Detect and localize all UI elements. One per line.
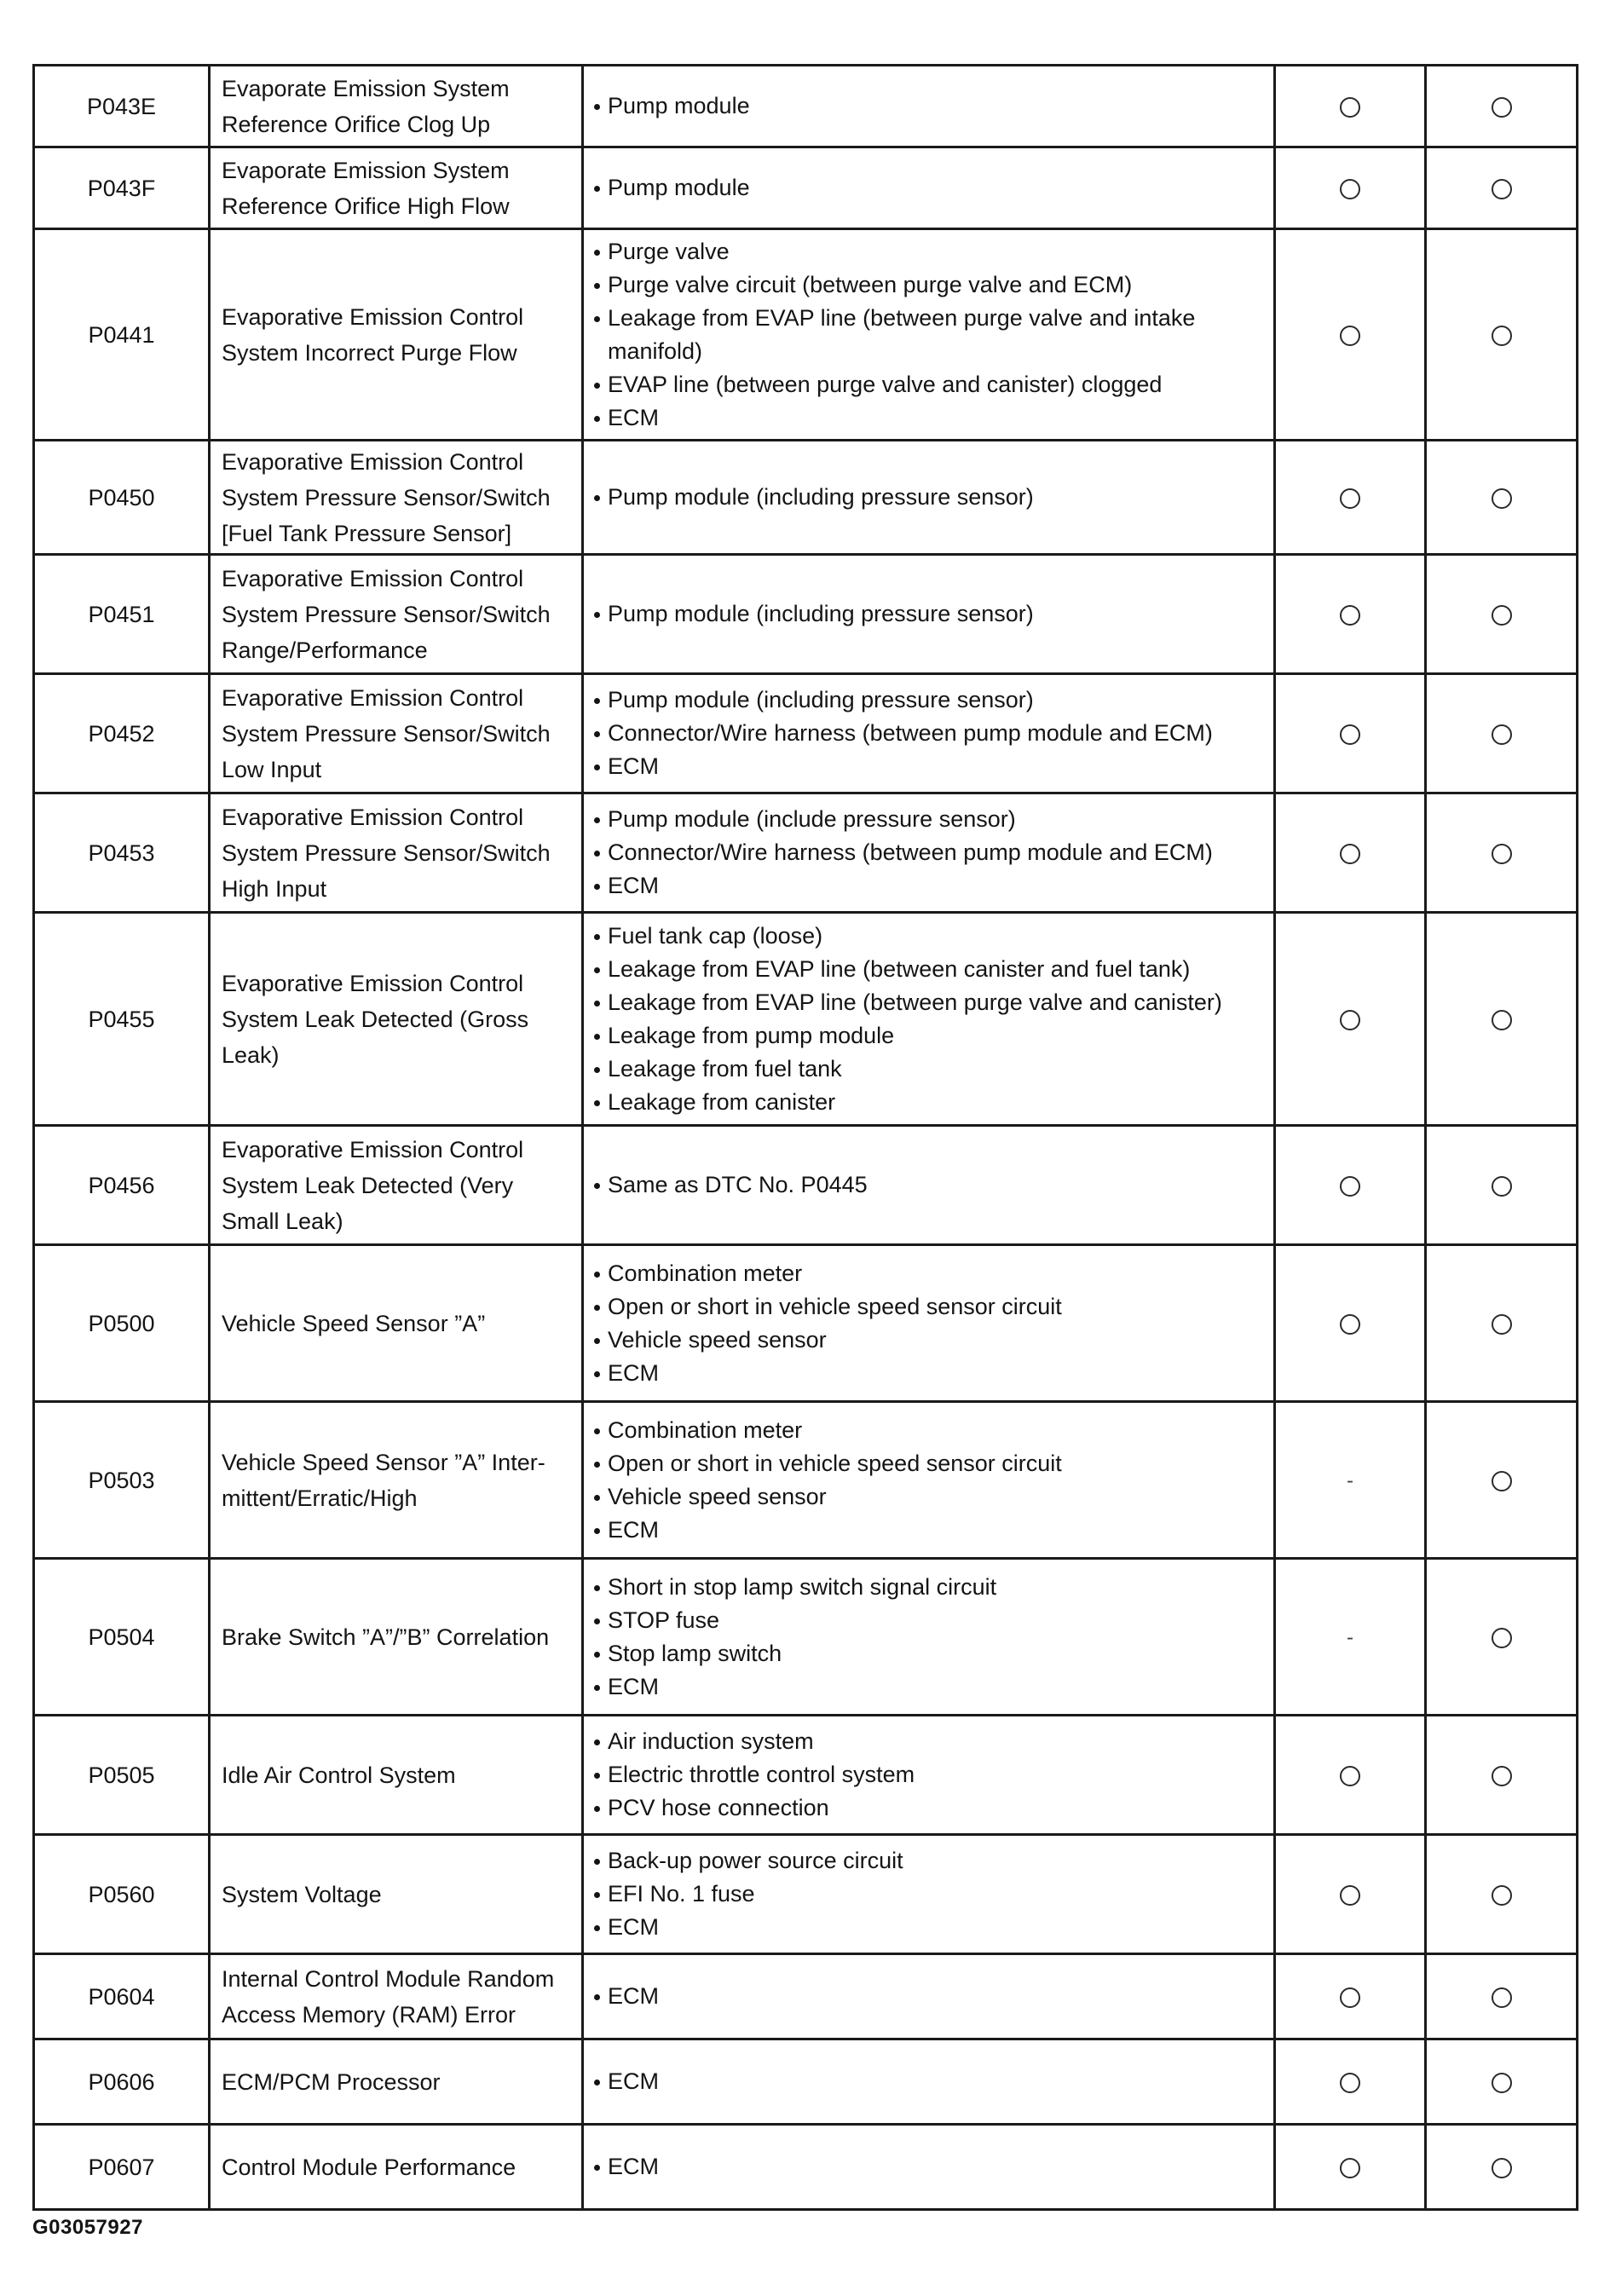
dtc-code: P0606 — [34, 2039, 210, 2125]
trouble-area-cell — [583, 147, 1275, 229]
table-row — [34, 555, 1578, 674]
dtc-code: P0505 — [34, 1716, 210, 1835]
mil-cell — [1275, 441, 1426, 555]
memory-cell — [1426, 674, 1578, 793]
circle-mark-icon — [1340, 488, 1360, 509]
trouble-area-cell — [583, 1835, 1275, 1954]
dtc-code: P0453 — [34, 793, 210, 913]
trouble-area-item: ECM — [593, 750, 1267, 783]
mil-cell — [1275, 66, 1426, 147]
trouble-area-cell — [583, 66, 1275, 147]
trouble-area-cell — [583, 1126, 1275, 1245]
memory-cell — [1426, 2039, 1578, 2125]
dtc-description: ECM/PCM Processor — [210, 2039, 583, 2125]
trouble-area-item: Short in stop lamp switch signal circuit — [593, 1571, 1267, 1604]
circle-mark-icon — [1340, 2158, 1360, 2178]
memory-cell — [1426, 1835, 1578, 1954]
circle-mark-icon — [1340, 844, 1360, 864]
circle-mark-icon — [1492, 1987, 1512, 2008]
dtc-description: Evaporative Emission Control System Pressure Sensor/Switch [Fuel Tank Pressure Sensor] — [210, 441, 583, 555]
circle-mark-icon — [1492, 97, 1512, 118]
circle-mark-icon — [1340, 1987, 1360, 2008]
trouble-area-list — [593, 1571, 1267, 1704]
circle-mark-icon — [1340, 1885, 1360, 1906]
circle-mark-icon — [1340, 724, 1360, 745]
dtc-description: Evaporative Emission Control System Leak Detected (Gross Leak) — [210, 913, 583, 1126]
circle-mark-icon — [1492, 1010, 1512, 1030]
trouble-area-item: Pump module — [593, 89, 1267, 123]
trouble-area-list — [593, 1844, 1267, 1944]
trouble-area-item: ECM — [593, 869, 1267, 903]
table-row — [34, 674, 1578, 793]
trouble-area-list — [593, 1168, 1267, 1202]
dtc-description: Evaporative Emission Control System Leak Detected (Very Small Leak) — [210, 1126, 583, 1245]
trouble-area-cell — [583, 2125, 1275, 2210]
memory-cell — [1426, 1954, 1578, 2039]
trouble-area-item: EFI No. 1 fuse — [593, 1878, 1267, 1911]
memory-cell — [1426, 555, 1578, 674]
memory-cell — [1426, 1716, 1578, 1835]
trouble-area-cell — [583, 441, 1275, 555]
dtc-description: Evaporative Emission Control System Incorrect Purge Flow — [210, 229, 583, 441]
circle-mark-icon — [1340, 1766, 1360, 1786]
trouble-area-item: Leakage from pump module — [593, 1019, 1267, 1053]
circle-mark-icon — [1492, 326, 1512, 346]
trouble-area-cell — [583, 555, 1275, 674]
mil-cell — [1275, 1402, 1426, 1559]
circle-mark-icon — [1340, 2073, 1360, 2093]
trouble-area-item: Connector/Wire harness (between pump module and ECM) — [593, 836, 1267, 869]
trouble-area-list — [593, 481, 1267, 514]
circle-mark-icon — [1340, 1314, 1360, 1335]
table-row — [34, 1559, 1578, 1716]
dtc-code: P0560 — [34, 1835, 210, 1954]
trouble-area-list — [593, 684, 1267, 783]
trouble-area-list — [593, 920, 1267, 1119]
circle-mark-icon — [1492, 1176, 1512, 1197]
dtc-description: Evaporate Emission System Reference Orifice High Flow — [210, 147, 583, 229]
table-row — [34, 793, 1578, 913]
memory-cell — [1426, 1559, 1578, 1716]
dtc-description: Control Module Performance — [210, 2125, 583, 2210]
trouble-area-item: ECM — [593, 401, 1267, 435]
table-row — [34, 2039, 1578, 2125]
trouble-area-item: Purge valve circuit (between purge valve and ECM) — [593, 268, 1267, 302]
trouble-area-list — [593, 171, 1267, 205]
dtc-code: P0504 — [34, 1559, 210, 1716]
trouble-area-list — [593, 1414, 1267, 1547]
circle-mark-icon — [1492, 1766, 1512, 1786]
trouble-area-item: Same as DTC No. P0445 — [593, 1168, 1267, 1202]
dtc-table — [32, 64, 1578, 2211]
trouble-area-item: Back-up power source circuit — [593, 1844, 1267, 1878]
circle-mark-icon — [1492, 1628, 1512, 1648]
circle-mark-icon — [1492, 724, 1512, 745]
circle-mark-icon — [1492, 2073, 1512, 2093]
dtc-description: Vehicle Speed Sensor ”A” — [210, 1245, 583, 1402]
dtc-code: P043F — [34, 147, 210, 229]
trouble-area-item: Leakage from EVAP line (between canister and fuel tank) — [593, 953, 1267, 986]
trouble-area-item: Open or short in vehicle speed sensor circuit — [593, 1290, 1267, 1324]
dtc-description: Internal Control Module Random Access Memory (RAM) Error — [210, 1954, 583, 2039]
dtc-code: P0456 — [34, 1126, 210, 1245]
trouble-area-item: Pump module (including pressure sensor) — [593, 481, 1267, 514]
circle-mark-icon — [1492, 844, 1512, 864]
dash-mark: - — [1347, 1468, 1353, 1492]
memory-cell — [1426, 1126, 1578, 1245]
dash-mark: - — [1347, 1625, 1353, 1649]
dtc-code: P0500 — [34, 1245, 210, 1402]
table-row — [34, 1126, 1578, 1245]
dtc-code: P0604 — [34, 1954, 210, 2039]
table-row — [34, 2125, 1578, 2210]
memory-cell — [1426, 2125, 1578, 2210]
mil-cell — [1275, 555, 1426, 674]
table-row — [34, 147, 1578, 229]
trouble-area-list — [593, 2065, 1267, 2098]
trouble-area-cell — [583, 674, 1275, 793]
dtc-code: P0451 — [34, 555, 210, 674]
trouble-area-item: Electric throttle control system — [593, 1758, 1267, 1791]
trouble-area-cell — [583, 1716, 1275, 1835]
trouble-area-list — [593, 1257, 1267, 1390]
trouble-area-list — [593, 235, 1267, 435]
dtc-code: P0503 — [34, 1402, 210, 1559]
circle-mark-icon — [1492, 2158, 1512, 2178]
trouble-area-item: PCV hose connection — [593, 1791, 1267, 1825]
mil-cell — [1275, 1559, 1426, 1716]
trouble-area-list — [593, 803, 1267, 903]
mil-cell — [1275, 913, 1426, 1126]
trouble-area-item: Stop lamp switch — [593, 1637, 1267, 1670]
dtc-description: Evaporative Emission Control System Pressure Sensor/Switch Range/Performance — [210, 555, 583, 674]
dtc-code: P043E — [34, 66, 210, 147]
circle-mark-icon — [1492, 179, 1512, 199]
trouble-area-item: Purge valve — [593, 235, 1267, 268]
trouble-area-item: Fuel tank cap (loose) — [593, 920, 1267, 953]
circle-mark-icon — [1340, 1176, 1360, 1197]
trouble-area-item: Pump module (include pressure sensor) — [593, 803, 1267, 836]
mil-cell — [1275, 2039, 1426, 2125]
dtc-code: P0452 — [34, 674, 210, 793]
mil-cell — [1275, 1245, 1426, 1402]
dtc-code: P0441 — [34, 229, 210, 441]
circle-mark-icon — [1340, 97, 1360, 118]
trouble-area-item: Pump module — [593, 171, 1267, 205]
trouble-area-item: Leakage from canister — [593, 1086, 1267, 1119]
trouble-area-list — [593, 1725, 1267, 1825]
circle-mark-icon — [1492, 1885, 1512, 1906]
table-row — [34, 66, 1578, 147]
dtc-description: Evaporative Emission Control System Pressure Sensor/Switch Low Input — [210, 674, 583, 793]
trouble-area-item: Air induction system — [593, 1725, 1267, 1758]
trouble-area-item: ECM — [593, 1911, 1267, 1944]
circle-mark-icon — [1340, 1010, 1360, 1030]
dtc-description: Brake Switch ”A”/”B” Correlation — [210, 1559, 583, 1716]
memory-cell — [1426, 229, 1578, 441]
trouble-area-cell — [583, 1402, 1275, 1559]
trouble-area-cell — [583, 793, 1275, 913]
memory-cell — [1426, 1245, 1578, 1402]
trouble-area-item: ECM — [593, 2065, 1267, 2098]
trouble-area-item: Open or short in vehicle speed sensor circuit — [593, 1447, 1267, 1480]
trouble-area-item: ECM — [593, 1514, 1267, 1547]
trouble-area-item: Leakage from EVAP line (between purge valve and intake manifold) — [593, 302, 1267, 368]
trouble-area-item: EVAP line (between purge valve and canister) clogged — [593, 368, 1267, 401]
dtc-code: P0455 — [34, 913, 210, 1126]
trouble-area-item: Connector/Wire harness (between pump module and ECM) — [593, 717, 1267, 750]
trouble-area-cell — [583, 1954, 1275, 2039]
memory-cell — [1426, 793, 1578, 913]
trouble-area-item: Pump module (including pressure sensor) — [593, 597, 1267, 631]
trouble-area-item: Combination meter — [593, 1414, 1267, 1447]
trouble-area-item: Leakage from EVAP line (between purge valve and canister) — [593, 986, 1267, 1019]
table-row — [34, 1716, 1578, 1835]
mil-cell — [1275, 1954, 1426, 2039]
circle-mark-icon — [1492, 488, 1512, 509]
mil-cell — [1275, 1126, 1426, 1245]
table-row — [34, 1835, 1578, 1954]
trouble-area-item: Vehicle speed sensor — [593, 1324, 1267, 1357]
dtc-description: Evaporative Emission Control System Pressure Sensor/Switch High Input — [210, 793, 583, 913]
trouble-area-cell — [583, 2039, 1275, 2125]
trouble-area-item: ECM — [593, 1357, 1267, 1390]
trouble-area-item: Combination meter — [593, 1257, 1267, 1290]
dtc-description: Evaporate Emission System Reference Orifice Clog Up — [210, 66, 583, 147]
trouble-area-item: Vehicle speed sensor — [593, 1480, 1267, 1514]
trouble-area-list — [593, 1980, 1267, 2013]
dtc-code: P0450 — [34, 441, 210, 555]
memory-cell — [1426, 441, 1578, 555]
trouble-area-list — [593, 89, 1267, 123]
trouble-area-item: STOP fuse — [593, 1604, 1267, 1637]
mil-cell — [1275, 147, 1426, 229]
circle-mark-icon — [1340, 179, 1360, 199]
trouble-area-item: ECM — [593, 1980, 1267, 2013]
memory-cell — [1426, 913, 1578, 1126]
table-row — [34, 229, 1578, 441]
table-row — [34, 441, 1578, 555]
circle-mark-icon — [1492, 1471, 1512, 1491]
mil-cell — [1275, 793, 1426, 913]
table-row — [34, 1245, 1578, 1402]
trouble-area-cell — [583, 1245, 1275, 1402]
dtc-code: P0607 — [34, 2125, 210, 2210]
mil-cell — [1275, 1835, 1426, 1954]
table-row — [34, 1954, 1578, 2039]
circle-mark-icon — [1340, 326, 1360, 346]
memory-cell — [1426, 1402, 1578, 1559]
mil-cell — [1275, 1716, 1426, 1835]
mil-cell — [1275, 674, 1426, 793]
trouble-area-item: ECM — [593, 2150, 1267, 2184]
trouble-area-item: Leakage from fuel tank — [593, 1053, 1267, 1086]
memory-cell — [1426, 147, 1578, 229]
trouble-area-cell — [583, 1559, 1275, 1716]
trouble-area-cell — [583, 229, 1275, 441]
trouble-area-list — [593, 597, 1267, 631]
memory-cell — [1426, 66, 1578, 147]
trouble-area-cell — [583, 913, 1275, 1126]
mil-cell — [1275, 2125, 1426, 2210]
circle-mark-icon — [1340, 605, 1360, 626]
table-row — [34, 1402, 1578, 1559]
dtc-description: Idle Air Control System — [210, 1716, 583, 1835]
trouble-area-item: Pump module (including pressure sensor) — [593, 684, 1267, 717]
dtc-description: Vehicle Speed Sensor ”A” Inter-mittent/Erratic/High — [210, 1402, 583, 1559]
trouble-area-list — [593, 2150, 1267, 2184]
table-row — [34, 913, 1578, 1126]
trouble-area-item: ECM — [593, 1670, 1267, 1704]
circle-mark-icon — [1492, 1314, 1512, 1335]
dtc-description: System Voltage — [210, 1835, 583, 1954]
dtc-table-body — [34, 66, 1578, 2210]
circle-mark-icon — [1492, 605, 1512, 626]
mil-cell — [1275, 229, 1426, 441]
figure-id: G03057927 — [32, 2216, 143, 2239]
